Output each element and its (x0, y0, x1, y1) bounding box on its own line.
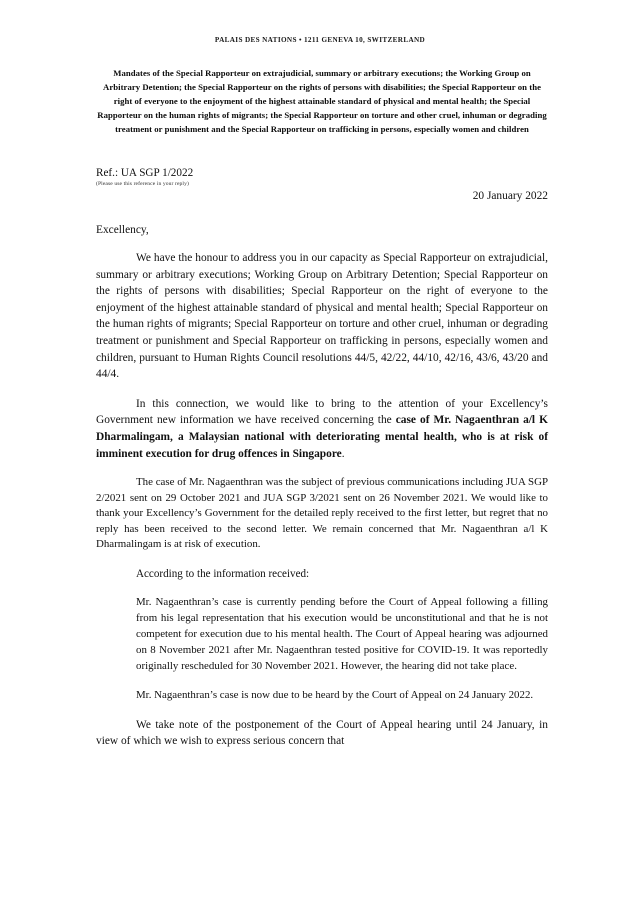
paragraph-information-received-heading: According to the information received: (136, 567, 310, 580)
paragraph-case-emphasis: case of Mr. Nagaenthran a/l K Dharmalingam, a Malaysian national with deteriorating mental health, who is at risk of imminent execution for drug offences in Singapore (96, 414, 548, 460)
paragraph-case-status: Mr. Nagaenthran’s case is currently pending before the Court of Appeal following a filling from his legal representation that his execution would be unconstitutional and that he is not competent for execution due to his mental health. The Court of Appeal hearing was adjourned on 8 November 2021 after Mr. Nagaenthran tested positive for COVID-19. It was reportedly originally rescheduled for 30 November 2021. However, the hearing did not take place. (136, 595, 548, 672)
letterhead-address: PALAIS DES NATIONS • 1211 GENEVA 10, SWITZERLAND (214, 36, 426, 44)
paragraph-mandate-capacity: We have the honour to address you in our capacity as Special Rapporteur on extrajudicial, summary or arbitrary executions; Working Group on Arbitrary Detention; Special Rapporteur on the rights of persons with disabilities; Special Rapporteur on the right of everyone to the enjoyment of the highest attainable standard of physical and mental health; Special Rapporteur on the human rights of migrants; Special Rapporteur on torture and other cruel, inhuman or degrading treatment or punishment and Special Rapporteur on trafficking in persons, especially women and children, pursuant to Human Rights Council resolutions 44/5, 42/22, 44/10, 42/16, 43/6, 43/20 and 44/4. (96, 252, 548, 381)
paragraph-hearing-date: Mr. Nagaenthran’s case is now due to be heard by the Court of Appeal on 24 January 2022. (136, 688, 534, 701)
reference-block (96, 166, 396, 188)
letter-date: 20 January 2022 (472, 190, 548, 202)
paragraph-previous-communications: The case of Mr. Nagaenthran was the subject of previous communications including JUA SGP 2/2021 sent on 29 October 2021 and JUA SGP 3/2021 sent on 26 November 2021. We would like to thank your Excellency’s Government for the detailed reply received to the first letter, but regret that no reply has been received to the second letter. We remain concerned that Mr. Nagaenthran a/l K Dharmalingam is at risk of execution. (96, 476, 548, 551)
salutation: Excellency, (96, 224, 149, 236)
paragraph-case-lead-text: In this connection, we would like to bring to the attention of your Excellency’s Government new information we have received concerning the (96, 397, 548, 427)
letter-body (96, 250, 548, 750)
mandates-title: Mandates of the Special Rapporteur on extrajudicial, summary or arbitrary executions; the Working Group on Arbitrary Detention; the Special Rapporteur on the rights of persons with disabilities; the Special Rapporteur on the right of everyone to the enjoyment of the highest attainable standard of physical and mental health; the Special Rapporteur on the human rights of migrants; the Special Rapporteur on torture and other cruel, inhuman or degrading treatment or punishment and the Special Rapporteur on trafficking in persons, especially women and children (97, 68, 547, 135)
paragraph-concern-truncated: We take note of the postponement of the Court of Appeal hearing until 24 January, in view of which we wish to express serious concern that (96, 718, 548, 748)
reference-number: Ref.: UA SGP 1/2022 (96, 167, 194, 179)
paragraph-case-introduction (96, 396, 548, 462)
paragraph-case-tail: . (341, 447, 345, 460)
reference-note: (Please use this reference in your reply) (96, 181, 189, 187)
